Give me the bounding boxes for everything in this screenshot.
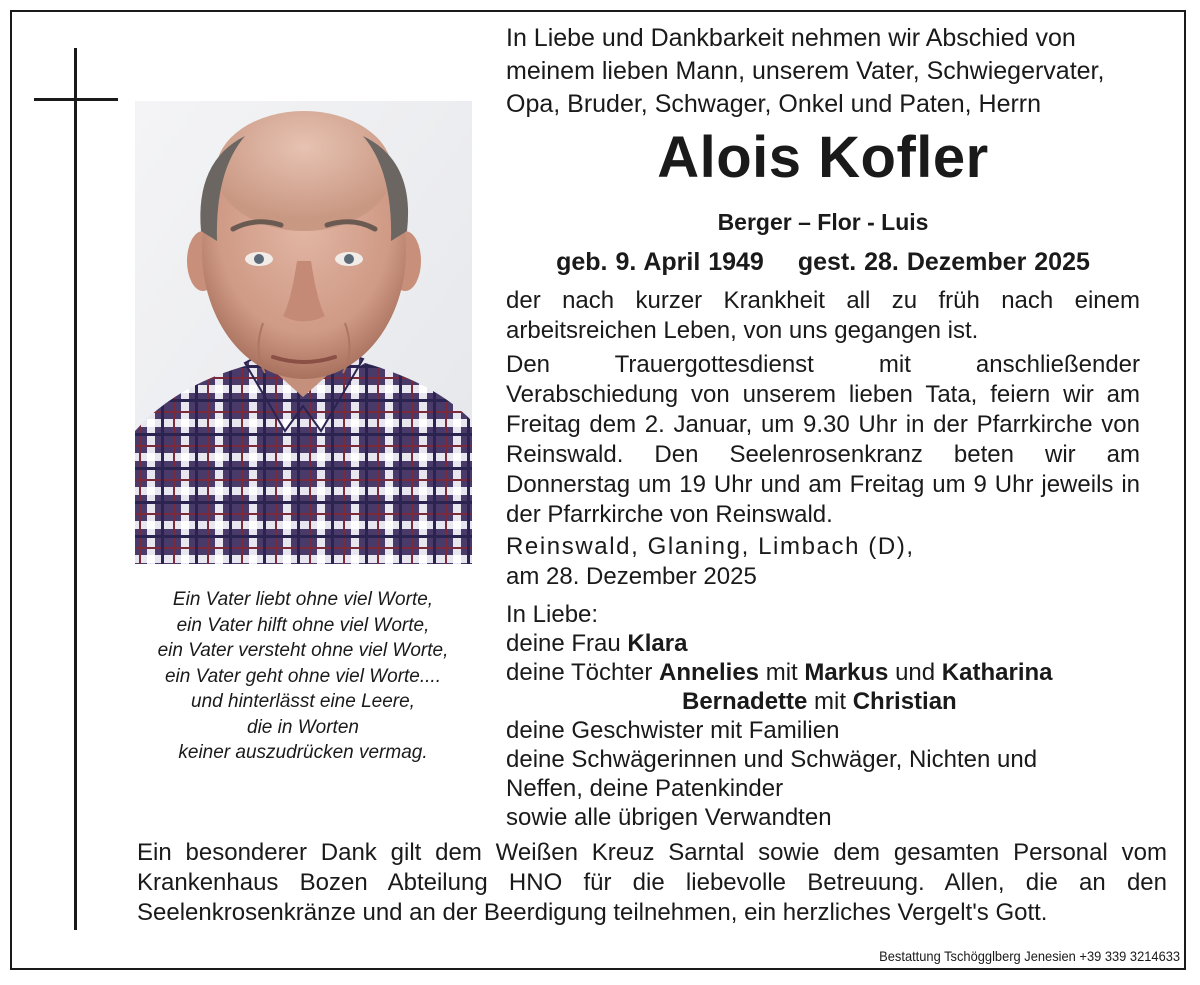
birth-date: geb. 9. April 1949: [556, 248, 764, 276]
cross-horizontal-bar: [34, 98, 118, 101]
poem-line: Ein Vater liebt ohne viel Worte,: [172, 589, 434, 610]
poem-line: ein Vater hilft ohne viel Worte,: [176, 614, 430, 636]
portrait-illustration: [135, 101, 472, 564]
poem-line: ein Vater geht ohne viel Worte....: [164, 665, 441, 687]
mourners-list: [506, 600, 1140, 832]
thanks-paragraph: Ein besonderer Dank gilt dem Weißen Kreuz Sarntal sowie dem gesamten Personal vom Krankenhaus Bozen Abteilung HNO für die liebevolle Betreuung. Allen, die an den Seelenkrosenkränze und an der Beerdigung teilnehmen, ein herzliches Vergelt's Gott.: [137, 839, 1167, 926]
mourner-wife: deine Frau Klara: [506, 630, 688, 657]
poem-line: die in Worten: [247, 716, 359, 738]
intro-text: [506, 22, 1140, 121]
poem-line: keiner auszudrücken vermag.: [178, 742, 428, 763]
funeral-home-credit: Bestattung Tschögglberg Jenesien +39 339 3214633: [879, 948, 1180, 964]
memorial-poem: [122, 587, 484, 766]
mourner-inlaws: deine Schwägerinnen und Schwäger, Nichten und: [506, 746, 1038, 773]
mourner-inlaws-cont: Neffen, deine Patenkinder: [506, 775, 784, 802]
mourner-daughter-bernadette: Bernadette mit Christian: [682, 688, 957, 715]
life-dates: [506, 245, 1140, 279]
portrait-photo: [135, 101, 472, 564]
death-date: gest. 28. Dezember 2025: [797, 248, 1090, 276]
intro-line: In Liebe und Dankbarkeit nehmen wir Abschied von: [506, 24, 1076, 52]
nicknames: Berger – Flor - Luis: [717, 209, 929, 235]
deceased-name: Alois Kofler: [657, 125, 989, 190]
intro-line: Opa, Bruder, Schwager, Onkel und Paten, Herrn: [506, 90, 1042, 118]
passing-paragraph: der nach kurzer Krankheit all zu früh nach einem arbeitsreichen Leben, von uns gegangen ist.: [506, 287, 1140, 344]
mourner-daughters: deine Töchter Annelies mit Markus und Katharina: [506, 659, 1053, 686]
date-line: am 28. Dezember 2025: [506, 563, 757, 590]
wife-name: Klara: [627, 630, 688, 657]
place-line: Reinswald, Glaning, Limbach (D),: [506, 533, 915, 560]
mourner-siblings: deine Geschwister mit Familien: [506, 717, 840, 744]
cross-vertical-bar: [74, 48, 77, 930]
poem-line: und hinterlässt eine Leere,: [191, 691, 415, 712]
poem-line: ein Vater versteht ohne viel Worte,: [157, 640, 449, 661]
service-paragraph: Den Trauergottesdienst mit anschließender Verabschiedung von unserem lieben Tata, feiern wir am Freitag dem 2. Januar, um 9.30 Uhr in der Pfarrkirche von Reinswald. Den Seelenrosenkranz beten wir am Donnerstag um 19 Uhr und am Freitag um 9 Uhr jeweils in der Pfarrkirche von Reinswald.: [506, 351, 1140, 528]
intro-line: meinem lieben Mann, unserem Vater, Schwiegervater,: [506, 57, 1105, 85]
mourners-heading: In Liebe:: [506, 601, 599, 628]
mourner-others: sowie alle übrigen Verwandten: [506, 804, 832, 831]
place-date-block: [506, 532, 1140, 592]
